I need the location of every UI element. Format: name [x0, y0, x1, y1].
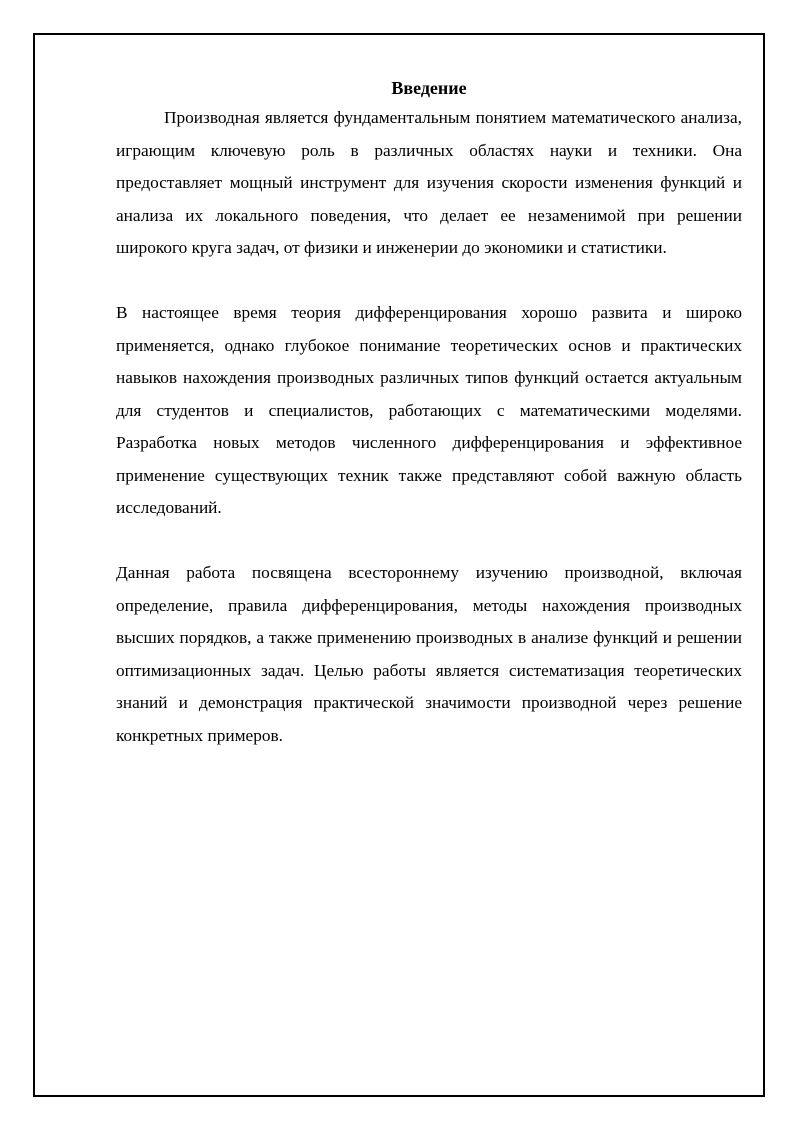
document-title: Введение [391, 78, 467, 98]
paragraph-spacer [116, 265, 742, 298]
paragraph-intro: Производная является фундаментальным понятием математического анализа, играющим ключевую роль в различных областях науки и техники. Она предоставляет мощный инструмент для изучения скорости изменения функций и анализа их локального поведения, что делает ее незаменимой при решении широкого круга задач, от физики и инженерии до экономики и статистики. [116, 108, 742, 257]
paragraph-current-state: В настоящее время теория дифференцирования хорошо развита и широко применяется, однако глубокое понимание теоретических основ и практических навыков нахождения производных различных типов функций остается актуальным для студентов и специалистов, работающих с математическими моделями. Разработка новых методов численного дифференцирования и эффективное применение существующих техник также представляют собой важную область исследований. [116, 303, 742, 517]
paragraph-spacer [116, 525, 742, 558]
paragraph-purpose: Данная работа посвящена всестороннему изучению производной, включая определение, правила дифференцирования, методы нахождения производных высших порядков, а также применению производных в анализе функций и решении оптимизационных задач. Целью работы является систематизация теоретических знаний и демонстрация практической значимости производной через решение конкретных примеров. [116, 563, 742, 745]
document-body [116, 74, 742, 752]
